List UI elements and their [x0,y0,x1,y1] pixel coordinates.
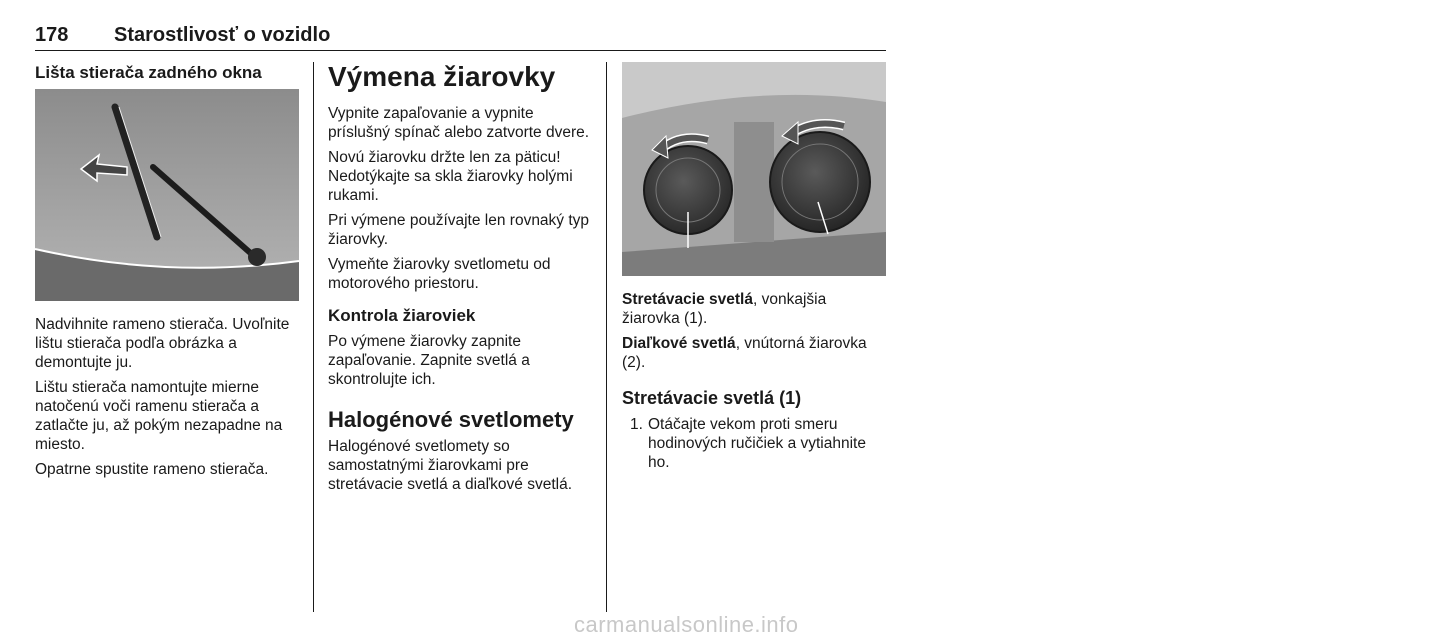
column-headlamp [622,62,1453,472]
bulb-paragraph: Pri výmene používajte len rovnaký typ žiarovky. [328,212,590,248]
step-number: 1. [630,416,643,433]
high-beam-desc: , vnútorná žiarovka (2). [622,335,867,371]
column-bulb-replacement [328,62,593,500]
low-beam-desc: , vonkajšia žiarovka (1). [622,291,827,327]
wiper-paragraph: Nadvihnite rameno stierača. Uvoľnite lištu stierača podľa obrázka a demontujte ju. [35,316,290,371]
column-wiper [35,62,299,485]
wiper-figure [35,89,299,301]
bulb-check-text: Po výmene žiarovky zapnite zapaľovanie. Zapnite svetlá a skontrolujte ich. [328,333,530,388]
bulb-replacement-title: Výmena žiarovky [328,61,556,92]
bulb-paragraph: Novú žiarovku držte len za päticu! Nedotýkajte sa skla žiarovky holými rukami. [328,149,573,204]
page-number: 178 [35,24,69,46]
low-beam-term: Stretávacie svetlá [622,291,753,308]
wiper-paragraph: Lištu stierača namontujte mierne natočenú voči ramenu stierača a zatlačte ju, až pokým nezapadne na miesto. [35,379,283,453]
list-item [622,415,886,472]
wiper-paragraph: Opatrne spustite rameno stierača. [35,461,269,478]
low-beam-definition [622,290,886,328]
column-divider [606,62,607,612]
wiper-heading: Lišta stierača zadného okna [35,63,262,82]
bulb-paragraph: Vymeňte žiarovky svetlometu od motorového priestoru. [328,256,551,292]
high-beam-term: Diaľkové svetlá [622,335,736,352]
bulb-check-heading: Kontrola žiaroviek [328,306,476,325]
halogen-text: Halogénové svetlomety so samostatnými žiarovkami pre stretávacie svetlá a diaľkové svetlá. [328,438,573,493]
halogen-heading: Halogénové svetlomety [328,407,574,432]
low-beam-sub-heading: Stretávacie svetlá (1) [622,388,802,408]
bulb-paragraph: Vypnite zapaľovanie a vypnite príslušný spínač alebo zatvorte dvere. [328,105,590,141]
figure-label-1: 1 [1440,296,1453,323]
watermark: carmanualsonline.info [574,612,799,637]
step-text: Otáčajte vekom proti smeru hodinových ručičiek a vytiahnite ho. [648,416,866,471]
figure-label-2: 2 [1302,308,1316,335]
page-header [35,22,886,51]
page-title: Starostlivosť o vozidlo [114,24,331,46]
high-beam-definition [622,334,886,372]
column-divider [313,62,314,612]
